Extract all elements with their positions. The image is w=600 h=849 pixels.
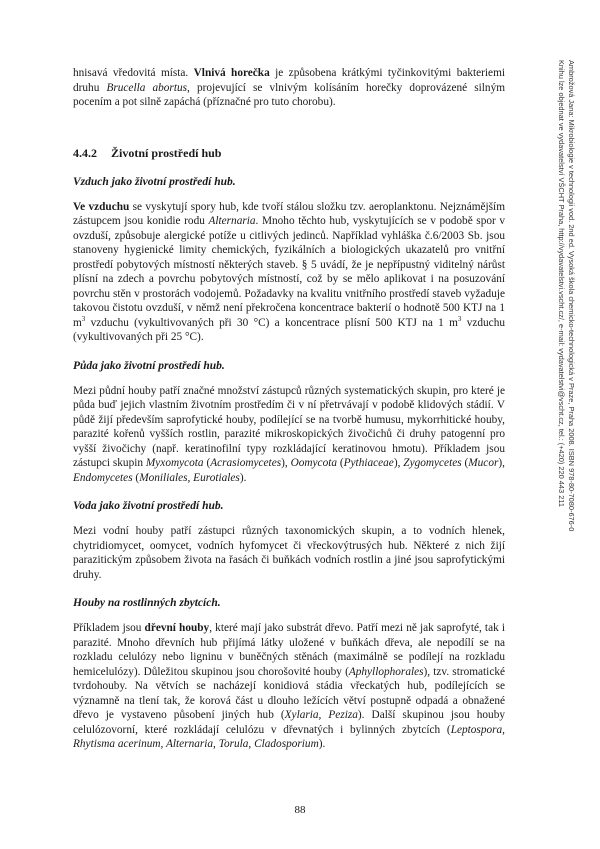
superscript: 3 bbox=[457, 314, 462, 323]
paragraph-air bbox=[73, 200, 505, 345]
taxon: Xylaria, Peziza bbox=[284, 709, 358, 721]
order-info-line: Knihu lze objednat ve vydavatelství VŠCHT Praha, http://vydavatelstvi.vscht.cz/, e-mail: vydavatelstvi@vscht.cz, tel.: (+420) 220 443 211 bbox=[557, 60, 567, 507]
text: ), bbox=[498, 457, 505, 469]
text: ( bbox=[461, 457, 469, 469]
taxon: Mucor bbox=[468, 457, 499, 469]
text: ( bbox=[132, 471, 140, 484]
text: ), bbox=[281, 457, 291, 469]
superscript: 3 bbox=[81, 314, 86, 323]
text: ( bbox=[203, 457, 211, 469]
text: hnisavá vředovitá místa. bbox=[73, 67, 194, 79]
taxon: Aphyllophorales bbox=[348, 665, 424, 678]
margin-citation bbox=[556, 60, 576, 620]
text: je způsobena krátkými tyčinkovitými bakteriemi druhu bbox=[73, 67, 505, 94]
paragraph-plants bbox=[73, 621, 505, 752]
citation-line: Ambrožová Jana: Mikrobiologie v technologii vod. 2nd ed. Vysoká škola chemicko-technologická v Praze, Praha 2008. ISBN 978-80-7080-676-0 bbox=[567, 60, 576, 532]
text: ). bbox=[239, 471, 247, 484]
text: vzduchu (vykultivovaných při 25 °C). bbox=[73, 316, 505, 343]
taxon: Leptospora, Rhytisma acerinum, Alternaria, Torula, Cladosporium bbox=[73, 723, 505, 750]
section-number: 4.4.2 bbox=[73, 145, 97, 160]
taxon: Pythiaceae bbox=[343, 457, 394, 469]
text: , které mají jako substrát dřevo. Patří mezi ně jak saprofyté, tak i parazité. Mnoho dřevních hub přijímá látky uložené v buňkách dřeva, ale nepodílí se na rozkladu celulózy nebo ligninu v buněčných stěnách (maximálně se podílejí na rozkladu hemicelulózy). Důležitou skupinou jsou chorošovité houby ( bbox=[73, 622, 506, 678]
text: se vyskytují spory hub, kde tvoří stálou složku tzv. aeroplanktonu. Nejznámějším zástupcem jsou konidie rodu bbox=[73, 200, 505, 227]
term-bold: Ve vzduchu bbox=[73, 200, 130, 213]
text: ( bbox=[337, 457, 344, 469]
text: ), bbox=[393, 457, 404, 469]
text: Příkladem jsou bbox=[73, 622, 145, 634]
intro-paragraph bbox=[73, 66, 505, 110]
term-bold: Vlnivá horečka bbox=[193, 67, 270, 79]
text: , projevující se vlnivým kolísáním horečky doprovázené silným pocením a pot silně zapáchá (příznačné pro tuto chorobu). bbox=[73, 81, 506, 108]
taxon: Endomycetes bbox=[73, 471, 133, 484]
section-title: Životní prostředí hub bbox=[111, 145, 222, 160]
paragraph-soil bbox=[73, 384, 505, 486]
species-name: Alternaria bbox=[208, 215, 256, 227]
paragraph-water: Mezi vodní houby patří zástupci různých taxonomických skupin, a to vodních hlenek, chytridiomycet, oomycet, vodních hyfomycet či vřeckovýtrusých hub. Některé z nich žijí parazitickým způsobem života na řasách či buňkách vodních rostlin a jiné jsou saprofytickými druhy. bbox=[73, 525, 505, 581]
text: ). bbox=[318, 738, 326, 750]
taxon: Zygomycetes bbox=[403, 457, 462, 469]
document-body bbox=[73, 66, 505, 752]
page-number: 88 bbox=[294, 804, 306, 816]
taxon: Acrasiomycetes bbox=[210, 457, 282, 469]
subheading-plants: Houby na rostlinných zbytcích. bbox=[73, 597, 221, 609]
taxon: Moniliales, Eurotiales bbox=[139, 471, 240, 484]
section-heading bbox=[73, 146, 505, 161]
text: ), tzv. stromatické tvrdohouby. Na větvích se nacházejí konidiová stádia vřeckatých hub, podílejících se významně na tlení tak, že korová část u dlouho ležících větví postupně odpadá a obnažené dřevo je vystaveno působení jiných hub ( bbox=[73, 665, 506, 721]
subheading-soil: Půda jako životní prostředí hub. bbox=[73, 359, 225, 372]
text: . Mnoho těchto hub, vyskytujících se v podobě spor v ovzduší, způsobuje alergické potíže u citlivých jedinců. Například vyhláška č.6/2003 Sb. jsou stanoveny hygienické limity chemických, fyzikálních a biologických ukazatelů pro vnitřní prostředí pobytových místností některých staveb. § 5 uvádí, že je nepřípustný viditelný nárůst plísní na zdech a povrchu pobytových místností, což by se mělo aplikovat i na posuzování povrchu stěn v prostorách vodojemů. Požadavky na kvalitu vnitřního prostředí staveb vyžaduje takovou čistotu ovzduší, v němž není překročena koncentrace bakterií o hodnotě 500 KTJ na 1 m bbox=[73, 215, 505, 329]
subheading-air: Vzduch jako životní prostředí hub. bbox=[73, 175, 236, 188]
text: vzduchu (vykultivovaných při 30 °C) a koncentrace plísní 500 KTJ na 1 m bbox=[85, 316, 458, 329]
term-bold: dřevní houby bbox=[144, 622, 210, 634]
text: Mezi půdní houby patří značné množství zástupců různých systematických skupin, pro které je půda buď jejich vlastním životním prostředím či v ní přetrvávají v podobě klidových stádií. V půdě žijí především saprofytické houby, podílející se na tvorbě humusu, mykorrhitické houby, parazité kořenů vyšších rostlin, parazité mikroskopických živočichů či druhy patogenní pro vyšší živočichy (např. keratinofilní typy rozkládající keratinovou hmotu). Příkladem jsou zástupci skupin bbox=[73, 384, 505, 469]
species-name: Brucella abortus bbox=[106, 81, 188, 94]
taxon: Oomycota bbox=[290, 457, 338, 469]
taxon: Myxomycota bbox=[145, 457, 204, 469]
text: ). Další skupinou jsou houby celulózovorní, které rozkládají celulózu v dřevnatých i bylinných zbytcích ( bbox=[73, 709, 505, 736]
subheading-water: Voda jako životní prostředí hub. bbox=[73, 500, 224, 512]
